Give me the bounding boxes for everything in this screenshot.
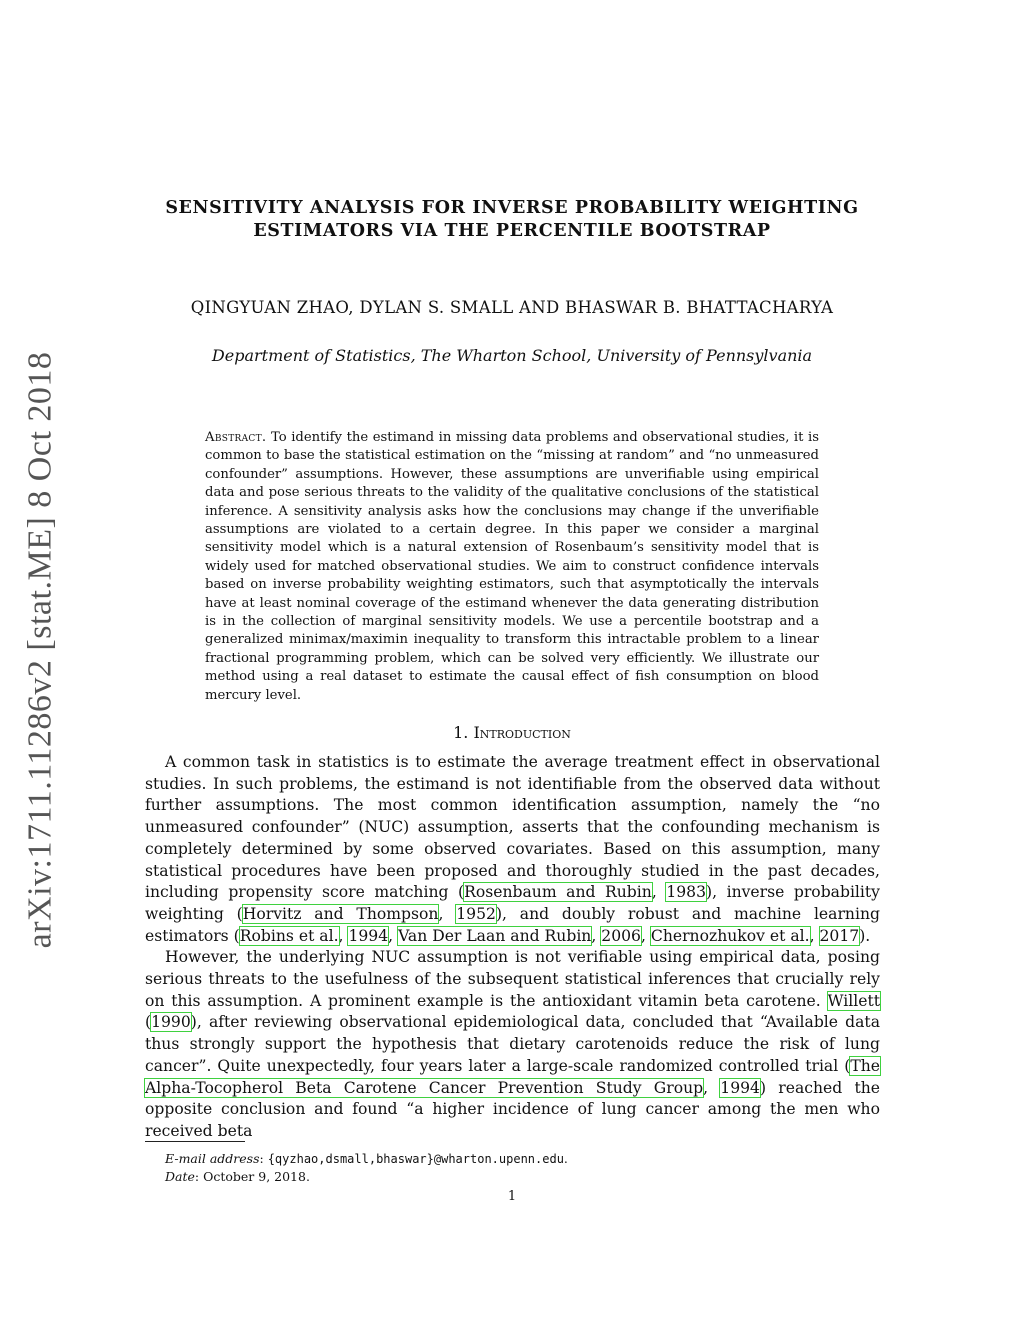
- citation-link[interactable]: 2017: [819, 926, 860, 945]
- arxiv-identifier-text: arXiv:1711.11286v2 [stat.ME] 8 Oct 2018: [21, 351, 59, 949]
- abstract: [205, 429, 819, 705]
- citation-separator: ,: [703, 1078, 721, 1097]
- body-text: [145, 752, 880, 1143]
- citation-separator: ,: [809, 926, 820, 945]
- email-end: .: [563, 1151, 568, 1166]
- paragraph-text: ), and doubly robust and machine learning estimators (: [145, 904, 880, 945]
- citation-link[interactable]: Robins et al.: [239, 926, 339, 945]
- abstract-text: To identify the estimand in missing data problems and observational studies, it is common to base the statistical estimation on the “missing at random” and “no unmeasured confounder” assumptions. However, these assumptions are unverifiable using empirical data and pose serious threats to the validity of the qualitative conclusions of the statistical inference. A sensitivity analysis asks how the conclusions may change if the unverifiable assumptions are violated to a certain degree. In this paper we consider a marginal sensitivity model which is a natural extension of Rosenbaum’s sensitivity model that is widely used for matched observational studies. We aim to construct confidence intervals based on inverse probability weighting estimators, such that asymptotically the intervals have at least nominal coverage of the estimand whenever the data generating distribution is in the collection of marginal sensitivity models. We use a percentile bootstrap and a generalized minimax/maximin inequality to transform this intractable problem to a linear fractional programming problem, which can be solved very efficiently. We illustrate our method using a real dataset to estimate the causal effect of fish consumption on blood mercury level.: [205, 430, 819, 703]
- abstract-label: Abstract.: [205, 430, 267, 445]
- citation-separator: ,: [591, 926, 602, 945]
- citation-link[interactable]: 1952: [456, 904, 496, 923]
- paragraph-1: [145, 752, 880, 947]
- paragraph-text: ), after reviewing observational epidemiological data, concluded that “Available data thus strongly support the hypothesis that dietary carotenoids reduce the risk of lung cancer”. Quite unexpectedly, four years later a large-scale randomized controlled trial (: [145, 1013, 880, 1075]
- paragraph-text: A common task in statistics is to estimate the average treatment effect in observational studies. In such problems, the estimand is not identifiable from the observed data without further assumptions. The most common identification assumption, namely the “no unmeasured confounder” (NUC) assumption, asserts that the confounding mechanism is completely determined by some observed covariates. Based on this assumption, many statistical procedures have been proposed and thoroughly studied in the past decades, including propensity score matching (: [145, 753, 880, 902]
- footnote-date: [145, 1168, 880, 1186]
- citation-separator: ,: [388, 926, 399, 945]
- paragraph-text: ) reached the opposite conclusion and found “a higher incidence of lung cancer among the men who received beta: [145, 1078, 880, 1140]
- citation-link[interactable]: 1990: [151, 1013, 191, 1032]
- footnote-divider: [145, 1141, 245, 1142]
- citation-separator: ,: [338, 926, 349, 945]
- citation-link[interactable]: Willett: [827, 991, 880, 1010]
- citation-link[interactable]: Horvitz and Thompson: [242, 904, 439, 923]
- citation-link[interactable]: 1994: [348, 926, 389, 945]
- paper-title: [140, 197, 884, 243]
- paragraph-text: However, the underlying NUC assumption is not verifiable using empirical data, posing serious threats to the usefulness of the subsequent statistical inferences that crucially rely on this assumption. A prominent example is the antioxidant vitamin beta carotene.: [145, 948, 880, 1010]
- title-line-1: SENSITIVITY ANALYSIS FOR INVERSE PROBABILITY WEIGHTING: [165, 198, 859, 218]
- email-label: E-mail address: [165, 1151, 260, 1166]
- citation-link[interactable]: Rosenbaum and Rubin: [464, 883, 652, 902]
- arxiv-identifier-stamp: [20, 320, 60, 980]
- citation-separator: ,: [438, 904, 457, 923]
- title-line-2: ESTIMATORS VIA THE PERCENTILE BOOTSTRAP: [253, 221, 771, 241]
- date-value: : October 9, 2018.: [194, 1169, 310, 1184]
- section-heading-introduction: [140, 723, 884, 742]
- email-separator: :: [259, 1151, 268, 1166]
- footnotes: [145, 1150, 880, 1186]
- paragraph-text: ), inverse probability weighting (: [145, 883, 880, 923]
- citation-link[interactable]: Chernozhukov et al.: [650, 926, 810, 945]
- citation-link[interactable]: 1994: [720, 1078, 760, 1097]
- citation-separator: ,: [651, 883, 667, 902]
- section-title: Introduction: [473, 723, 571, 742]
- affiliation: Department of Statistics, The Wharton School, University of Pennsylvania: [211, 346, 813, 365]
- author-list: QINGYUAN ZHAO, DYLAN S. SMALL AND BHASWAR B. BHATTACHARYA: [190, 298, 834, 317]
- section-number: 1.: [453, 723, 469, 742]
- footnote-email: [145, 1150, 880, 1168]
- citation-separator: (: [145, 1013, 152, 1032]
- paragraph-2: [145, 947, 880, 1142]
- email-address-link[interactable]: {qyzhao,dsmall,bhaswar}@wharton.upenn.edu: [267, 1152, 564, 1166]
- citation-link[interactable]: 1983: [666, 883, 706, 902]
- paragraph-text: ).: [859, 926, 871, 945]
- citation-link[interactable]: The Alpha-Tocopherol Beta Carotene Cancer Prevention Study Group: [145, 1056, 880, 1097]
- citation-link[interactable]: 2006: [601, 926, 641, 945]
- citation-link[interactable]: Van Der Laan and Rubin: [398, 926, 592, 945]
- page-number: 1: [507, 1189, 517, 1204]
- citation-separator: ,: [640, 926, 651, 945]
- date-label: Date: [165, 1169, 195, 1184]
